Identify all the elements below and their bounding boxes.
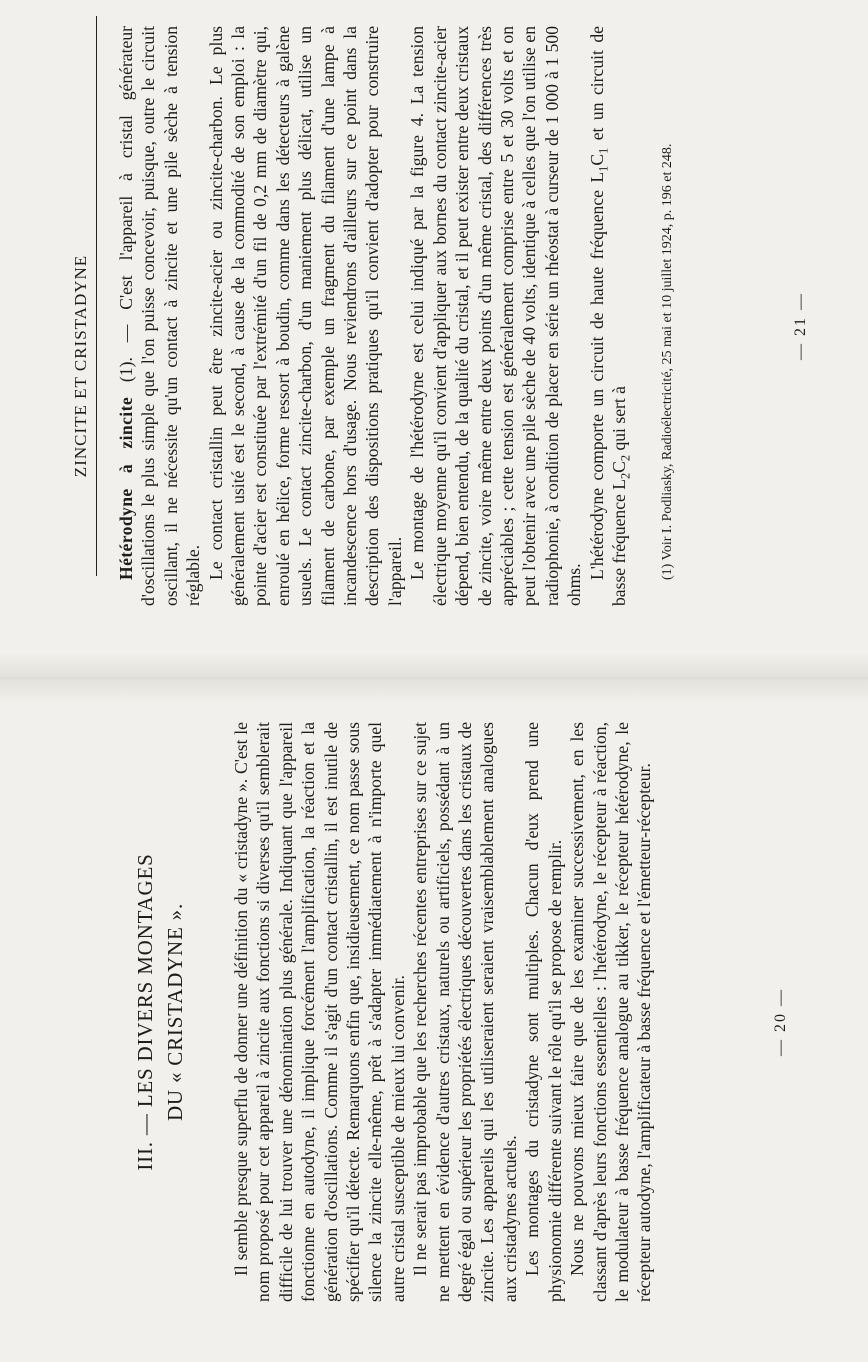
page-20 [30,702,830,1342]
subscript: 1 [596,165,611,172]
chapter-title-line: DU « CRISTADYNE ». [163,902,187,1122]
footnote-mark: (1). [116,357,136,383]
book-gutter [0,652,868,704]
subscript: 2 [618,472,633,479]
paragraph [586,26,631,606]
paragraph-text: — C'est l'appareil à cristal générateur d'oscillations le plus simple que l'on puisse concevoir, puisque, outre le circuit oscillant, il ne nécessite qu'un contact à zincite et une pile sèche à tension réglable. [116,26,204,606]
paragraph: Nous ne pouvons mieux faire que de les examiner successivement, en les classant d'après leurs fonctions essentielles : l'hétérodyne, le récepteur à réaction, le modulateur à basse fréquence analogue au tikker, le récepteur hétérodyne, le récepteur autodyne, l'amplificateur à basse fréquence et l'émetteur-récepteur. [567,722,655,1302]
page-number: — 21 — [792,292,809,360]
header-rule [96,16,97,576]
subscript: 1 [596,147,611,154]
subscript: 2 [618,454,633,462]
paragraph-text: C [608,461,629,473]
body-text [115,26,633,606]
body-text [230,722,656,1302]
running-head: ZINCITE ET CRISTADYNE [71,254,90,478]
chapter-title-line: III. — LES DIVERS MONTAGES [133,853,157,1171]
paragraph: Le contact cristallin peut être zincite-acier ou zincite-charbon. Le plus généralement usité est le second, à cause de la commodité de son emploi : la pointe d'acier est constituée par l'extrémité d'un fil de 0,2 mm de diamètre qui, enroulé en hélice, forme ressort à boudin, comme dans les détecteurs à galène usuels. Le contact zincite-charbon, d'un maniement plus délicat, utilise un filament de carbone, par exemple un fragment du filament d'une lampe à incandescence hors d'usage. Nous reviendrons d'ailleurs sur ce point dans la description des dispositions pratiques qu'il convient d'adopter pour construire l'appareil. [205,26,405,606]
paragraph: Il semble presque superflu de donner une définition du « cristadyne ». C'est le nom proposé pour cet appareil à zincite aux fonctions si diverses qu'il semblerait difficile de lui trouver une dénomination plus générale. Indiquant que l'appareil fonctionne en autodyne, il implique forcément l'amplification, la réaction et la génération d'oscillations. Comme il s'agit d'un contact cristallin, il est inutile de spécifier qu'il détecte. Remarquons enfin que, insidieusement, ce nom passe sous silence la zincite elle-même, prêt à s'adapter immédiatement à n'importe quel autre cristal susceptible de mieux lui convenir. [231,722,408,1302]
paragraph: Les montages du cristadyne sont multiples. Chacun d'eux prend une physionomie différente suivant le rôle qu'il se propose de remplir. [522,722,565,1302]
paragraph-text: L'hétérodyne comporte un circuit de haute fréquence L [586,171,607,580]
page-21 [30,6,830,646]
footnote: (1) Voir I. Podliasky, Radioélectricité, 25 mai et 10 juillet 1924, p. 196 et 248. [660,143,675,580]
paragraph: Il ne serait pas improbable que les recherches récentes entreprises sur ce sujet ne mettent en évidence d'autres cristaux, naturels ou artificiels, possédant à un degré égal ou supérieur les propriétés électriques découvertes dans les cristaux de zincite. Les appareils qui les utiliseraient seraient vraisemblablement analogues aux cristadynes actuels. [410,722,520,1302]
section-lead: Hétérodyne à zincite [116,396,136,580]
page-number: — 20 — [772,988,789,1056]
chapter-title [130,722,190,1302]
paragraph-text: et un circuit de basse fréquence L [586,26,629,606]
paragraph-text: C [586,153,607,166]
paragraph: Le montage de l'hétérodyne est celui indiqué par la figure 4. La tension électrique moyenne qu'il convient d'appliquer aux bornes du contact zincite-acier dépend, bien entendu, de la qualité du cristal, et il peut exister entre deux cristaux de zincite, voire même entre deux points d'un même cristal, des différences très appréciables ; cette tension est généralement comprise entre 5 et 30 volts et on peut l'obtenir avec une pile sèche de 40 volts, identique à celles que l'on utilise en radiophonie, à condition de placer en série un rhéostat à curseur de 1 000 à 1 500 ohms. [407,26,585,606]
paragraph-text: qui sert à [608,386,629,455]
paragraph [115,26,205,606]
